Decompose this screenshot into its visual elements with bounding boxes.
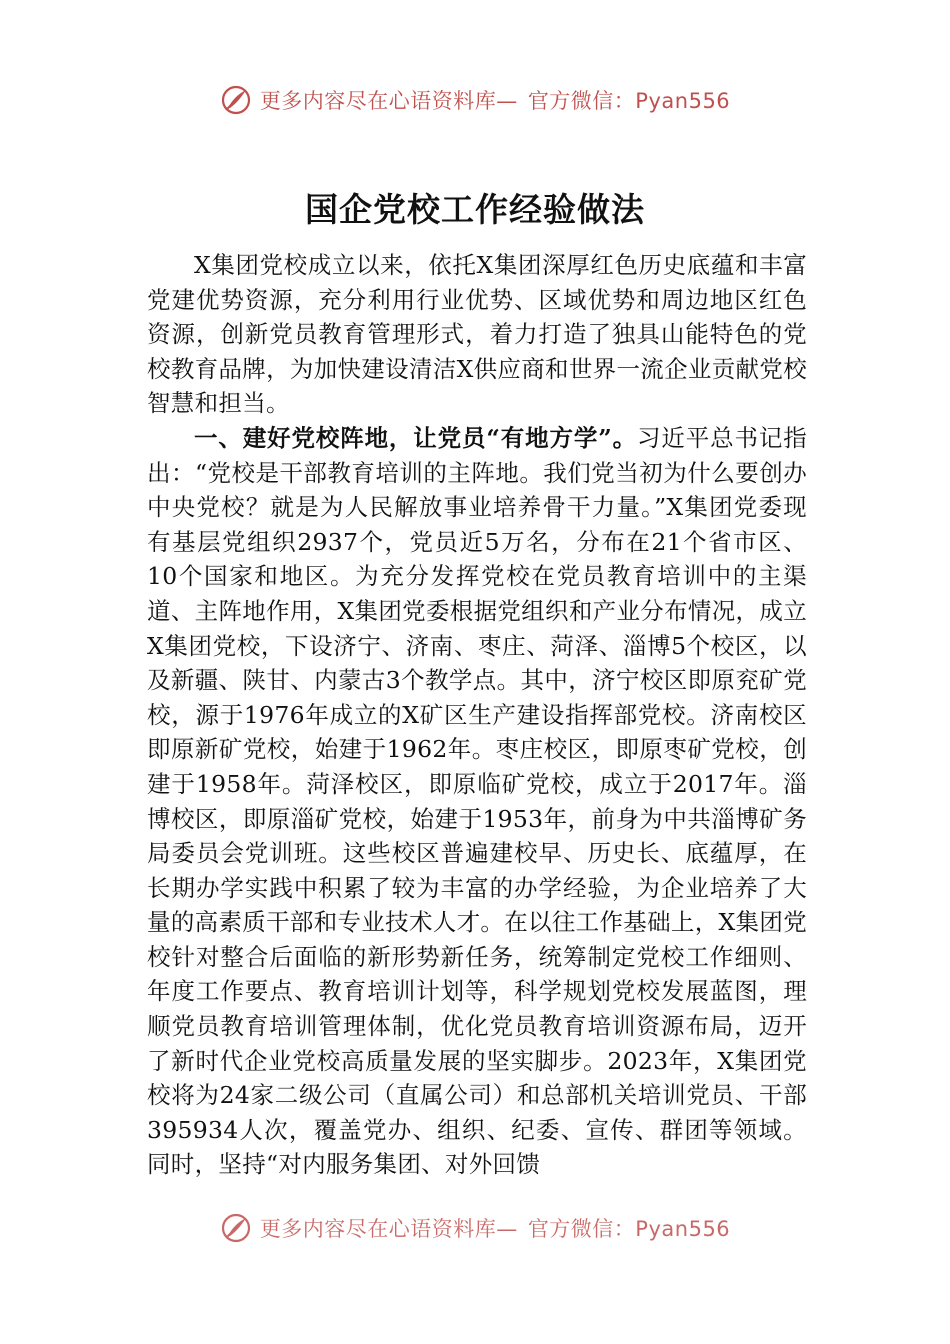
- watermark-brand-text: 更多内容尽在心语资料库—: [259, 1217, 518, 1241]
- watermark-footer: [0, 1212, 950, 1244]
- watermark-header: [0, 84, 950, 116]
- section-one-text: 习近平总书记指出：“党校是干部教育培训的主阵地。我们党当初为什么要创办中央党校？就是为人民解放事业培养骨干力量。”X集团党委现有基层党组织2937个，党员近5万名，分布在21个省市区、10个国家和地区。为充分发挥党校在党员教育培训中的主渠道、主阵地作用，X集团党委根据党组织和产业分布情况，成立X集团党校，下设济宁、济南、枣庄、菏泽、淄博5个校区，以及新疆、陕甘、内蒙古3个教学点。其中，济宁校区即原兖矿党校，源于1976年成立的X矿区生产建设指挥部党校。济南校区即原新矿党校，始建于1962年。枣庄校区，即原枣矿党校，创建于1958年。菏泽校区，即原临矿党校，成立于2017年。淄博校区，即原淄矿党校，始建于1953年，前身为中共淄博矿务局委员会党训班。这些校区普遍建校早、历史长、底蕴厚，在长期办学实践中积累了较为丰富的办学经验，为企业培养了大量的高素质干部和专业技术人才。在以往工作基础上，X集团党校针对整合后面临的新形势新任务，统筹制定党校工作细则、年度工作要点、教育培训计划等，科学规划党校发展蓝图，理顺党员教育培训管理体制，优化党员教育培训资源布局，迈开了新时代企业党校高质量发展的坚实脚步。2023年，X集团党校将为24家二级公司（直属公司）和总部机关培训党员、干部395934人次，覆盖党办、组织、纪委、宣传、群团等领域。同时，坚持“对内服务集团、对外回馈: [147, 423, 807, 1179]
- feather-logo-icon: [220, 84, 252, 116]
- intro-paragraph: X集团党校成立以来，依托X集团深厚红色历史底蕴和丰富党建优势资源，充分利用行业优势、区域优势和周边地区红色资源，创新党员教育管理形式，着力打造了独具山能特色的党校教育品牌，为加快建设清洁X供应商和世界一流企业贡献党校智慧和担当。: [147, 251, 807, 418]
- feather-logo-icon: [220, 1212, 252, 1244]
- watermark-contact-text: 官方微信：Pyan556: [527, 89, 731, 113]
- section-one-paragraph: [147, 421, 807, 1182]
- watermark-brand-text: 更多内容尽在心语资料库—: [259, 89, 518, 113]
- document-title: 国企党校工作经验做法: [305, 190, 645, 229]
- document-body: [147, 248, 807, 1220]
- section-one-heading: 一、建好党校阵地，让党员“有地方学”。: [194, 423, 637, 452]
- watermark-contact-text: 官方微信：Pyan556: [527, 1217, 731, 1241]
